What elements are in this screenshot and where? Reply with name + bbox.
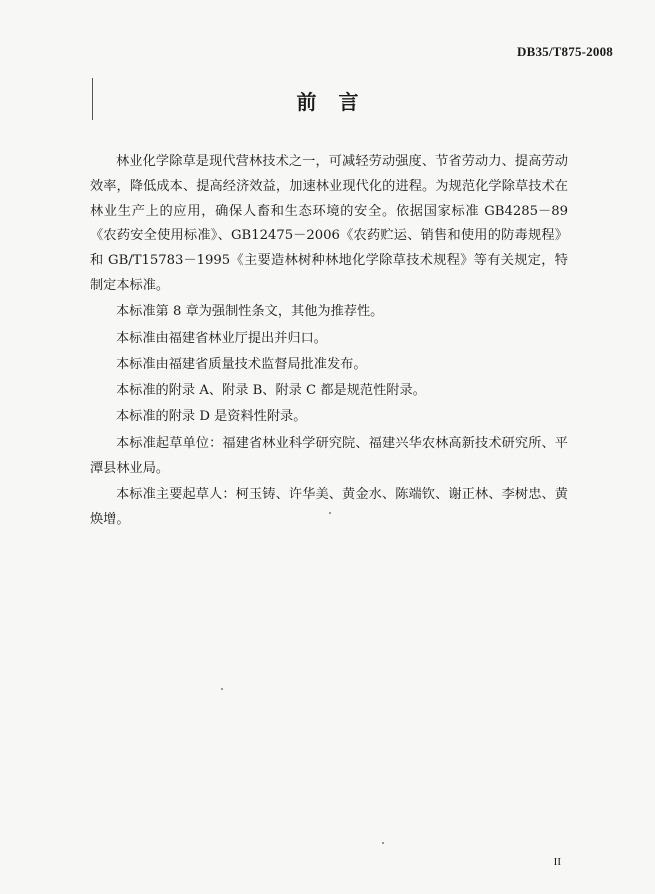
paragraph-drafters: 本标准主要起草人：柯玉铸、许华美、黄金水、陈端钦、谢正林、李树忠、黄焕增。	[90, 486, 568, 527]
document-id: DB35/T875-2008	[517, 44, 613, 59]
page-title: 前言	[296, 90, 381, 114]
scan-speck	[221, 688, 223, 690]
paragraph-proposer: 本标准由福建省林业厅提出并归口。	[116, 330, 327, 346]
page-number: II	[553, 856, 561, 868]
paragraph-normative-appendices: 本标准的附录 A、附录 B、附录 C 都是规范性附录。	[116, 383, 426, 399]
foreword-body	[90, 150, 568, 532]
paragraph-drafting-units: 本标准起草单位：福建省林业科学研究院、福建兴华农林高新技术研究所、平潭县林业局。	[90, 435, 568, 476]
paragraph-informative-appendix: 本标准的附录 D 是资料性附录。	[116, 409, 307, 425]
paragraph-intro: 林业化学除草是现代营林技术之一，可减轻劳动强度、节省劳动力、提高劳动效率，降低成本、提高经济效益，加速林业现代化的进程。为规范化学除草技术在林业生产上的应用，确保人畜和生态环境的安全。依据国家标准 GB4285－89《农药安全使用标准》、GB12475－2006《农药贮运、销售和使用的防毒规程》和 GB/T15783－1995《主要造林树种林地化学除草技术规程》等有关规定，特制定本标准。	[90, 154, 568, 293]
paragraph-approver: 本标准由福建省质量技术监督局批准发布。	[116, 356, 367, 372]
scan-speck	[382, 842, 384, 844]
scan-speck	[329, 512, 331, 514]
paragraph-mandatory-clause: 本标准第 8 章为强制性条文，其他为推荐性。	[116, 304, 384, 320]
